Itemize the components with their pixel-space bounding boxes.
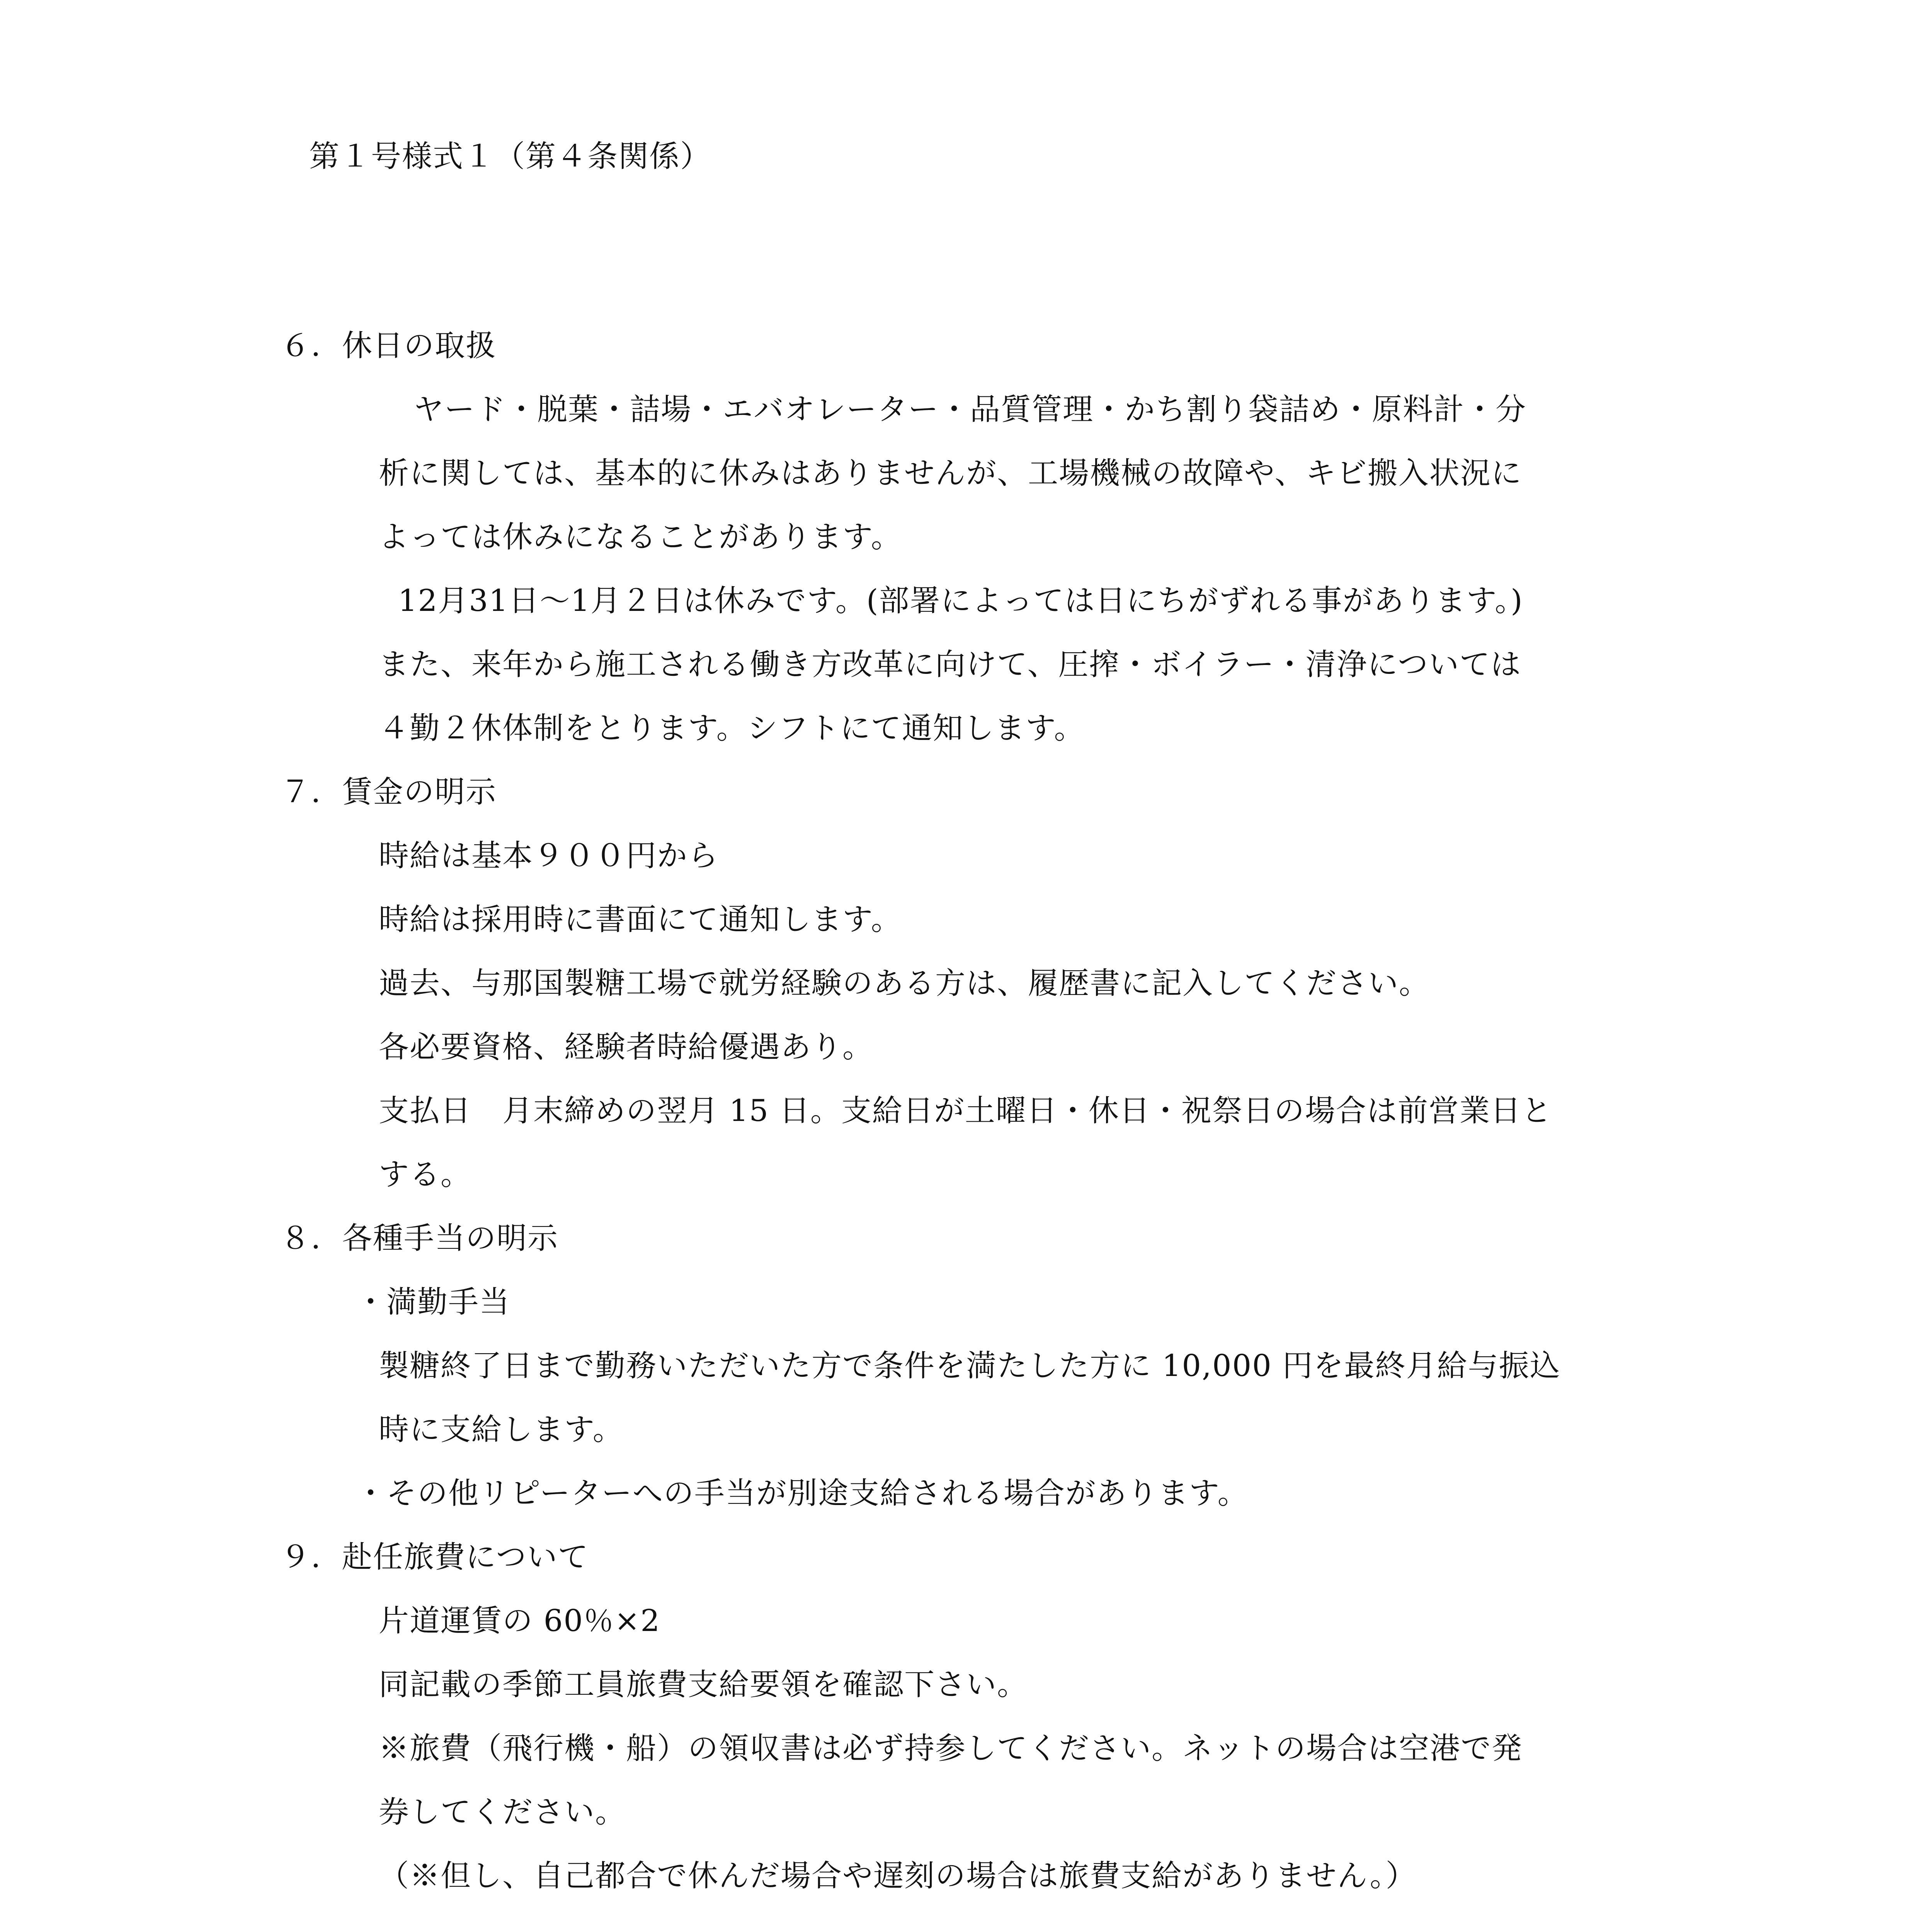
section-8-line-3: 時に支給します。	[379, 1412, 624, 1447]
section-7-line-5: 支払日 月末締めの翌月 15 日。支給日が土曜日・休日・祝祭日の場合は前営業日と	[379, 1094, 1552, 1128]
section-7-line-6: する。	[379, 1157, 472, 1192]
section-9-line-2: 同記載の季節工員旅費支給要領を確認下さい。	[379, 1667, 1028, 1702]
section-9-line-1: 片道運賃の 60％×2	[379, 1604, 661, 1638]
section-6-line-2: 析に関しては、基本的に休みはありませんが、工場機械の故障や、キビ搬入状況に	[379, 456, 1522, 491]
section-9-line-5: （※但し、自己都合で休んだ場合や遅刻の場合は旅費支給がありません。）	[379, 1859, 1417, 1893]
section-9-heading: ９．赴任旅費について	[280, 1540, 589, 1575]
section-9-line-3: ※旅費（飛行機・船）の領収書は必ず持参してください。ネットの場合は空港で発	[379, 1731, 1523, 1766]
section-6-line-3: よっては休みになることがあります。	[379, 520, 902, 554]
section-8-heading: ８．各種手当の明示	[280, 1221, 559, 1256]
section-7-line-3: 過去、与那国製糖工場で就労経験のある方は、履歴書に記入してください。	[379, 966, 1430, 1001]
section-7-line-1: 時給は基本９００円から	[379, 838, 719, 873]
section-6-line-5: また、来年から施工される働き方改革に向けて、圧搾・ボイラー・清浄については	[379, 647, 1521, 682]
section-6-heading: ６．休日の取扱	[280, 328, 497, 363]
section-6-line-4: 12月31日～1月２日は休みです。(部署によっては日にちがずれる事があります。)	[398, 583, 1523, 618]
section-8-line-1: ・満勤手当	[356, 1285, 510, 1320]
section-7-line-2: 時給は採用時に書面にて通知します。	[379, 902, 902, 937]
section-8-line-4: ・その他リピーターへの手当が別途支給される場合があります。	[356, 1476, 1249, 1511]
section-6-line-6: ４勤２休体制をとります。シフトにて通知します。	[379, 711, 1085, 746]
section-6-line-1: ヤード・脱葉・詰場・エバオレーター・品質管理・かち割り袋詰め・原料計・分	[413, 392, 1527, 427]
form-identifier: 第１号様式１（第４条関係）	[309, 139, 711, 174]
section-7-heading: ７．賃金の明示	[280, 775, 497, 810]
section-9-line-4: 券してください。	[379, 1795, 626, 1830]
section-7-line-4: 各必要資格、経験者時給優遇あり。	[379, 1030, 874, 1065]
section-8-line-2: 製糖終了日まで勤務いただいた方で条件を満たした方に 10,000 円を最終月給与振込	[379, 1349, 1561, 1383]
